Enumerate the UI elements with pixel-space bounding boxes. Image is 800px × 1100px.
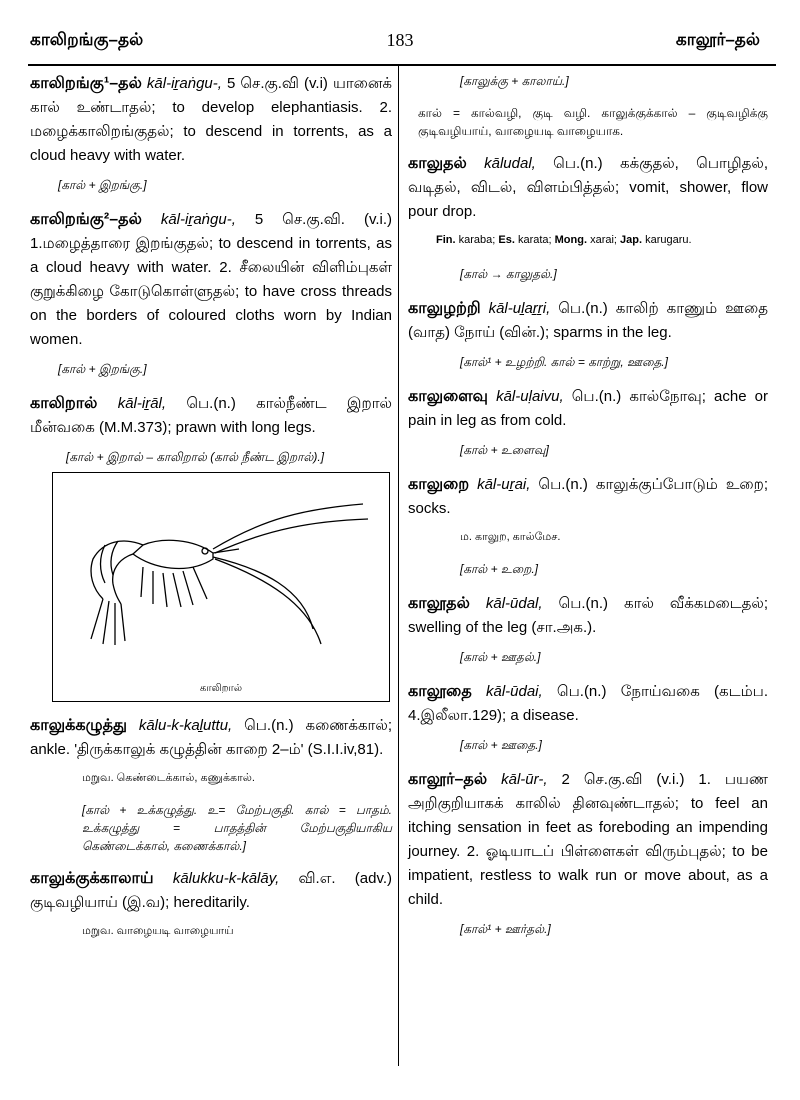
- etymology: [கால் + இறால் – காலிறால் (கால் நீண்ட இறால்).]: [66, 450, 325, 464]
- figure-caption: காலிறால்: [199, 683, 243, 694]
- transliteration: kālu-k-kaḻuttu,: [138, 717, 233, 734]
- transliteration: kāl-iṟaṅgu-,: [146, 75, 222, 92]
- definition: வி.எ. (adv.) குடிவழியாய் (இ.வ); hereditarily.: [30, 870, 393, 911]
- transliteration: kāl-ūdai,: [485, 683, 543, 700]
- etymology: [கால் + உறை.]: [460, 562, 538, 576]
- page-header: [0, 0, 800, 66]
- headword: காலுதல்: [408, 155, 467, 172]
- headword: காலூதை: [408, 683, 472, 700]
- entry-kaludal: [408, 152, 768, 224]
- header-right-guideword: காலூர்–தல்: [675, 30, 760, 49]
- cognate-lang: Mong.: [554, 234, 588, 246]
- prawn-drawing: [63, 479, 379, 669]
- transliteration: kāl-iṟāl,: [117, 395, 167, 412]
- headword: காலிறங்கு²–தல்: [30, 211, 142, 228]
- headword: காலிறால்: [30, 395, 98, 412]
- left-column: [30, 72, 392, 954]
- definition: பெ.(n.) கணைக்கால்; ankle. 'திருக்காலுக் கழுத்தின் காறை 2–ம்' (S.I.I.iv,81).: [30, 717, 392, 758]
- headword: காலுழற்றி: [408, 300, 481, 317]
- headword: காலுறை: [408, 476, 470, 493]
- etymology: [கால்¹ + ஊர்தல்.]: [460, 922, 551, 936]
- etymology: [கால் + உளைவு]: [460, 443, 549, 457]
- headword: காலுளைவு: [408, 388, 488, 405]
- transliteration: kāl-iṟaṅgu-,: [160, 211, 236, 228]
- etymology: [கால் + ஊதல்.]: [460, 650, 541, 664]
- etymology: [கால் → காலுதல்.]: [460, 267, 557, 281]
- entry-kaluṟai: [408, 473, 768, 521]
- cognate-word: xarai;: [587, 234, 621, 246]
- cognate-word: karaba;: [455, 234, 499, 246]
- cognates: [436, 232, 768, 249]
- header-left-guideword: காலிறங்கு–தல்: [30, 30, 144, 49]
- headword: காலூர்–தல்: [408, 771, 488, 788]
- definition: பெ.(n.) கால் வீக்கமடைதல்; swelling of the leg (சா.அக.).: [408, 595, 769, 636]
- etymology: [கால் + ஊதை.]: [460, 738, 542, 752]
- column-divider: [398, 66, 399, 1066]
- entry-kaludal-swelling: [408, 592, 768, 640]
- entry-kaluḷaivu: [408, 385, 768, 433]
- header-rule: [28, 64, 776, 66]
- prawn-illustration: [52, 472, 390, 702]
- etymology: [கால் + இறங்கு.]: [58, 178, 147, 192]
- cognate-lang: Fin.: [436, 234, 456, 246]
- definition: பெ.(n.) கால்நோவு; ache or pain in leg as from cold.: [408, 388, 768, 429]
- transliteration: kāl-uḷaivu,: [496, 388, 564, 405]
- headword: காலூதல்: [408, 595, 470, 612]
- definition: பெ.(n.) காலிற் காணும் ஊதை (வாத) நோய் (வின்.); sparms in the leg.: [408, 300, 768, 341]
- headword: காலுக்கழுத்து: [30, 717, 127, 734]
- page-number: 183: [386, 30, 414, 50]
- definition: பெ.(n.) கால்நீண்ட இறால் மீன்வகை (M.M.373); prawn with long legs.: [30, 395, 392, 436]
- definition: பெ.(n.) கக்குதல், பொழிதல், வடிதல், விடல், விளம்பித்தல்; vomit, shower, flow pour drop.: [408, 155, 768, 220]
- definition: 5 செ.கு.வி (v.i) யானைக் கால் உண்டாதல்; to develop elephantiasis. 2. மழைக்காலிறங்குதல்; to descend in torrents, as a cloud heavy with water.: [30, 75, 392, 164]
- cognate-word: karata;: [514, 234, 555, 246]
- cognate-lang: Jap.: [620, 234, 643, 246]
- cognate-lang: Es.: [498, 234, 515, 246]
- headword: காலிறங்கு¹–தல்: [30, 75, 142, 92]
- transliteration: kāludal,: [484, 155, 536, 172]
- etymology-note: [கால் + உக்கழுத்து. உ= மேற்பகுதி. கால் = பாதம். உக்கழுத்து = பாதத்தின் மேற்பகுதியாகிய கெண்டைக்கால், கணைக்கால்.]: [82, 803, 392, 853]
- cognates: ம. காலுற, கால்மேச.: [460, 531, 561, 543]
- headword: காலுக்குக்காலாய்: [30, 870, 154, 887]
- transliteration: kālukku-k-kālāy,: [172, 870, 280, 887]
- definition: பெ.(n.) காலுக்குப்போடும் உறை; socks.: [408, 476, 768, 517]
- transliteration: kāl-uḻaṟṟi,: [488, 300, 551, 317]
- synonyms: மறுவ. வாழையடி வாழையாய்: [82, 925, 234, 937]
- transliteration: kāl-uṟai,: [477, 476, 531, 493]
- definition: 2 செ.கு.வி (v.i.) 1. பயண அறிகுறியாகக் காலில் தினவுண்டாதல்; to feel an itching sensation in feet as foreboding an impending journey. 2. ஓடியாடப் பிள்ளைகள் விரும்புதல்; to be impatient, restless to walk run or move about, as a child.: [408, 771, 769, 908]
- synonyms: மறுவ. கெண்டைக்கால், கணுக்கால்.: [82, 772, 255, 784]
- etymology: [கால்¹ + உழற்றி. கால் = காற்று, ஊதை.]: [460, 355, 668, 369]
- entry-kaludai: [408, 680, 768, 728]
- etymology: [காலுக்கு + காலாய்.]: [460, 74, 569, 88]
- transliteration: kāl-ūdal,: [485, 595, 543, 612]
- entry-kalukkukkalay: [30, 867, 392, 915]
- etymology: [கால் + இறங்கு.]: [58, 362, 147, 376]
- etymology-note: கால் = கால்வழி, குடி வழி. காலுக்குக்கால் – குடிவழிக்கு குடிவழியாய், வாழையடி வாழையாக.: [418, 106, 768, 138]
- entry-kaliṟangu-1: [30, 72, 392, 168]
- entry-kalukkaluttu: [30, 714, 392, 762]
- transliteration: kāl-ūr-,: [501, 771, 548, 788]
- definition: பெ.(n.) நோய்வகை (கடம்ப. 4.இலீலா.129); a disease.: [408, 683, 768, 724]
- entry-kaliṟal: [30, 392, 392, 440]
- entry-kalurtal: [408, 768, 768, 912]
- right-column: [408, 72, 768, 952]
- definition: 5 செ.கு.வி. (v.i.) 1.மழைத்தாரை இறங்குதல்; to descend in torrents, as a cloud heavy with water. 2. சீலையின் விளிம்புகள் குறுக்கிழை கோடுகொள்ளுதல்; to have cross threads on the borders of coloured cloths worn by Indian women.: [30, 211, 392, 348]
- entry-kaluḻaṟṟi: [408, 297, 768, 345]
- cognate-word: karugaru.: [642, 234, 692, 246]
- entry-kaliṟangu-2: [30, 208, 392, 352]
